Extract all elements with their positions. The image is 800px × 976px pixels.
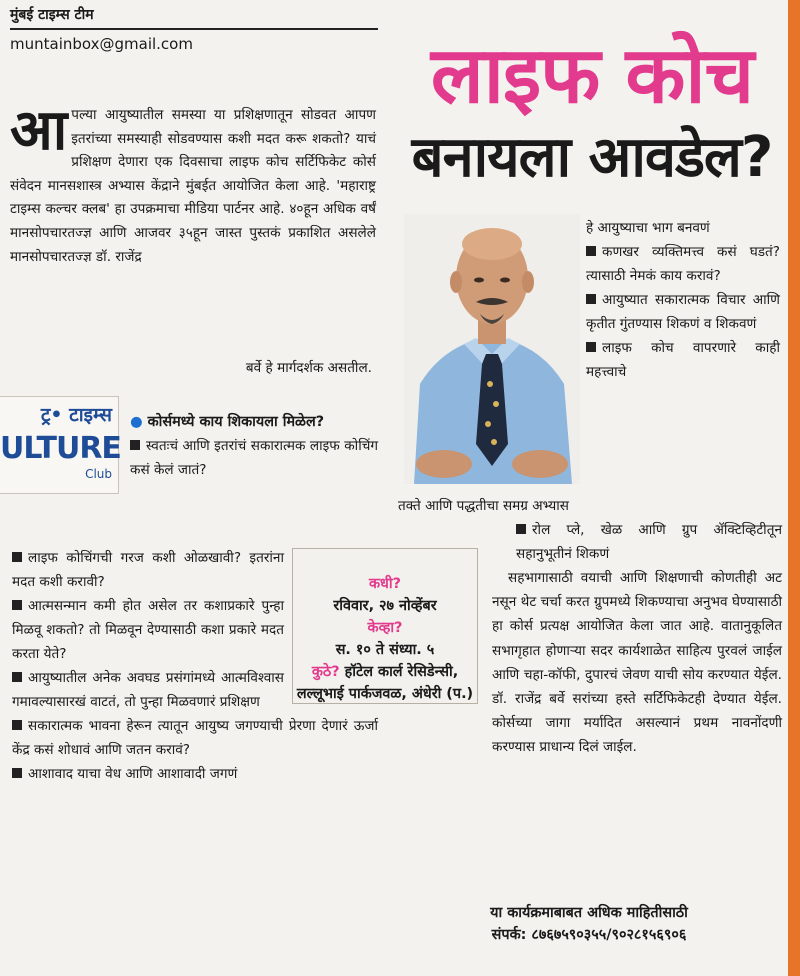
when-value: रविवार, २७ नोव्हेंबर	[333, 598, 437, 614]
square-bullet-icon	[12, 600, 22, 610]
middle-column	[130, 410, 378, 482]
list-item: रोल प्ले, खेळ आणि ग्रुप ॲक्टिव्हिटीतून सहानुभूतीनं शिकणं	[516, 522, 782, 563]
logo-club-text: Club	[85, 467, 112, 481]
square-bullet-icon	[12, 768, 22, 778]
logo-top-text: ट्र• टाइम्स	[40, 404, 112, 426]
culture-club-logo	[0, 396, 119, 494]
square-bullet-icon	[586, 294, 596, 304]
right-cont: हे आयुष्याचा भाग बनवणं	[586, 220, 710, 236]
right-column	[586, 216, 780, 384]
logo-culture-text: ULTURE	[0, 431, 121, 466]
time-label: केव्हा?	[367, 620, 403, 636]
square-bullet-icon	[12, 672, 22, 682]
list-item: आयुष्यातील अनेक अवघड प्रसंगांमध्ये आत्मविश्वास गमावल्यासारखं वाटतं, तो पुन्हा मिळवणारं प्रशिक्षण	[12, 670, 284, 710]
intro-paragraph	[10, 97, 376, 269]
where-label: कुठे?	[311, 664, 340, 680]
drop-cap: आ	[10, 97, 68, 163]
contact-info	[398, 902, 780, 946]
square-bullet-icon	[516, 524, 526, 534]
contact-numbers: संपर्क: ८७६७५९०३५५/९०२८१५६९०६	[491, 927, 687, 943]
list-item: स्वतःचं आणि इतरांचं सकारात्मक लाइफ कोचिंग कसं केलं जातं?	[130, 438, 378, 478]
intro-text: पल्या आयुष्यातील समस्या या प्रशिक्षणातून सोडवत आपण इतरांच्या समस्याही सोडवण्यास कशी मदत करू शकतो? याचं प्रशिक्षण देणारा एक दिवसाचा लाइफ कोच सर्टिफिकेट कोर्स संवेदन मानसशास्त्र अभ्यास केंद्राने मुंबईत आयोजित केला आहे. 'महाराष्ट्र टाइम्स कल्चर क्लब' हा उपक्रमाचा मीडिया पार्टनर आहे. ४०हून अधिक वर्षं मानसोपचारतज्ज्ञ आणि आजवर ३५हून जास्त पुस्तकं प्रकाशित असलेले मानसोपचारतज्ज्ञ डॉ. राजेंद्र	[10, 107, 376, 265]
list-item: लाइफ कोचिंगची गरज कशी ओळखावी? इतरांना मदत कशी करावी?	[12, 550, 284, 590]
blue-dot-icon: ●	[130, 414, 148, 430]
square-bullet-icon	[586, 246, 596, 256]
time-value: स. १० ते संध्या. ५	[335, 642, 435, 658]
edge-rail	[788, 0, 800, 976]
where-line	[293, 661, 477, 705]
portrait-illustration	[404, 214, 580, 484]
portrait-photo	[404, 214, 580, 484]
list-item: सकारात्मक भावना हेरून त्यातून आयुष्य जगण्याची प्रेरणा देणारं ऊर्जा केंद्र कसं शोधावं आणि जतन करावं?	[12, 718, 378, 758]
wide-cont: तक्ते आणि पद्धतीचा समग्र अभ्यास	[398, 498, 569, 514]
square-bullet-icon	[130, 440, 140, 450]
list-item: लाइफ कोच वापरणारे काही महत्त्वाचे	[586, 340, 780, 380]
contact-heading: या कार्यक्रमाबाबत अधिक माहितीसाठी	[490, 905, 688, 921]
list-item: आशावाद याचा वेध आणि आशावादी जगणं	[12, 762, 378, 786]
author-line: बर्वे हे मार्गदर्शक असतील.	[245, 360, 372, 376]
byline-team: मुंबई टाइम्स टीम	[10, 7, 94, 23]
when-label: कधी?	[369, 576, 401, 592]
square-bullet-icon	[12, 720, 22, 730]
headline-line2: बनायला आवडेल?	[411, 125, 773, 190]
square-bullet-icon	[586, 342, 596, 352]
list-item: कणखर व्यक्तिमत्त्व कसं घडतं? त्यासाठी नेमकं काय करावं?	[586, 244, 780, 284]
byline-email: muntainbox@gmail.com	[10, 35, 193, 53]
headline-line1: लाइफ कोच	[430, 31, 754, 121]
closing-paragraph: सहभागासाठी वयाची आणि शिक्षणाची कोणतीही अट नसून थेट चर्चा करत ग्रुपमध्ये शिकण्याचा अनुभव घेण्यासाठी हा कोर्स प्रत्यक्ष आयोजित केला जात आहे. वातानुकूलित सभागृहात होणाऱ्या सदर कार्यशाळेत साहित्य पुरवलं जाईल आणि चहा-कॉफी, दुपारचं जेवण याची सोय करण्यात येईल. डॉ. राजेंद्र बर्वे सरांच्या हस्ते सर्टिफिकेटही देण्यात येईल. कोर्सच्या जागा मर्यादित असल्यानं प्रथम नावनोंदणी करण्यास प्राधान्य दिलं जाईल.	[492, 570, 782, 755]
byline-rule	[10, 28, 378, 30]
byline	[10, 4, 378, 54]
list-item: आयुष्यात सकारात्मक विचार आणि कृतीत गुंतण्यास शिकणं व शिकवणं	[586, 292, 780, 332]
event-info-box	[292, 548, 478, 704]
where-value: हॉटेल कार्ल रेसिडेन्सी, लल्लूभाई पार्कजवळ, अंधेरी (प.)	[296, 664, 474, 702]
list-item: आत्मसन्मान कमी होत असेल तर कशाप्रकारे पुन्हा मिळवू शकतो? तो मिळवून देण्यासाठी कशा प्रकारे मदत करता येते?	[12, 598, 284, 662]
section-title: ● कोर्समध्ये काय शिकायला मिळेल?	[130, 414, 325, 430]
square-bullet-icon	[12, 552, 22, 562]
